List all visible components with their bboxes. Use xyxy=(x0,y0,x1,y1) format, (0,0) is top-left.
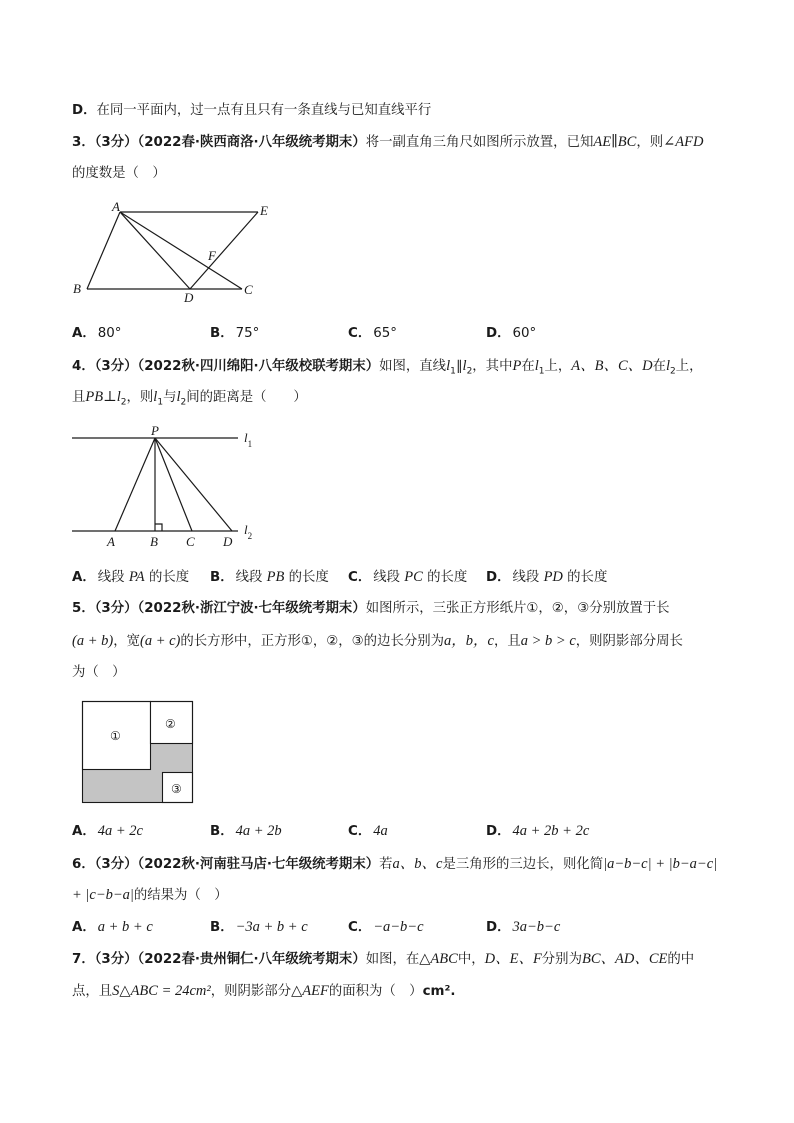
option-c[interactable] xyxy=(348,325,397,343)
subscript: 2 xyxy=(120,397,127,408)
subscript: 2 xyxy=(670,366,676,377)
label-square-1: ① xyxy=(110,729,121,743)
math-expr: a、b、c xyxy=(392,856,443,872)
label-l2 xyxy=(244,522,252,541)
option-label: C． xyxy=(348,920,372,935)
option-text: 75° xyxy=(235,326,260,341)
label-a: A xyxy=(112,199,120,214)
q5-figure xyxy=(82,701,194,804)
condition: AE∥BC xyxy=(593,134,637,150)
option-text: 80° xyxy=(97,326,122,341)
label-p: P xyxy=(151,423,159,438)
option-c[interactable] xyxy=(348,568,467,587)
option-label: B． xyxy=(210,570,234,585)
option-text: 的长度 xyxy=(148,570,190,585)
option-text: a + b + c xyxy=(97,919,153,935)
segment-ad xyxy=(120,212,190,289)
segment-pa xyxy=(115,438,155,531)
question-number: 5． xyxy=(72,601,95,616)
stem-text: 间的距离是（ ） xyxy=(186,390,307,405)
math-expr: a，b，c xyxy=(444,633,494,649)
label-b: B xyxy=(73,281,81,296)
label-c: C xyxy=(244,282,253,297)
line-l1: l xyxy=(153,389,158,405)
option-text: 4a + 2b + 2c xyxy=(512,823,590,839)
segment-pd xyxy=(155,438,232,531)
option-label: D． xyxy=(486,570,511,585)
label-c: C xyxy=(186,534,195,549)
segment-ab xyxy=(87,212,120,289)
q3-stem-line1 xyxy=(72,133,703,152)
question-number: 7． xyxy=(72,952,95,967)
question-source: （3分）（2022秋·四川绵阳·八年级校联考期末） xyxy=(94,359,380,374)
line-l2: l xyxy=(176,389,181,405)
option-text: 线段 xyxy=(373,570,400,585)
option-d[interactable] xyxy=(486,568,607,587)
option-label: C． xyxy=(348,326,372,341)
stem-text: 的结果为（ ） xyxy=(133,888,228,903)
parallel-sign: ∥ xyxy=(455,359,463,374)
option-label: D． xyxy=(486,326,511,341)
q4-stem-line1 xyxy=(72,357,703,381)
option-text: 4a xyxy=(373,823,388,839)
subscript: 1 xyxy=(157,397,164,408)
option-text: 的长度 xyxy=(288,570,329,585)
triangle-name: △AEF xyxy=(291,983,329,999)
line-l2: l xyxy=(116,389,121,405)
points: A、B、C、D xyxy=(571,358,653,374)
option-a[interactable] xyxy=(72,568,189,587)
stem-text: 为（ ） xyxy=(72,665,126,680)
option-b[interactable] xyxy=(210,822,282,841)
point-p: P xyxy=(512,358,522,374)
option-label: B． xyxy=(210,326,234,341)
question-number: 3． xyxy=(72,135,95,150)
segments: BC、AD、CE xyxy=(581,951,668,967)
triangle-name: △ABC xyxy=(419,951,458,967)
option-label: A． xyxy=(72,326,96,341)
stem-text: 在 xyxy=(521,359,535,374)
stem-text: 与 xyxy=(163,390,177,405)
question-number: 6． xyxy=(72,857,95,872)
subscript: 2 xyxy=(180,397,187,408)
stem-text: 的度数是（ ） xyxy=(72,166,166,181)
q4-figure xyxy=(60,420,280,550)
stem-text: 如图所示，三张正方形纸片①，②，③分别放置于长 xyxy=(365,601,670,616)
label-e: E xyxy=(260,203,268,218)
perp-expr: PB⊥ xyxy=(85,389,117,405)
option-text: 在同一平面内，过一点有且只有一条直线与已知直线平行 xyxy=(96,103,432,118)
option-text: 的长度 xyxy=(427,570,468,585)
option-text: 线段 xyxy=(97,570,125,585)
stem-text: ，其中 xyxy=(472,359,513,374)
subscript: 2 xyxy=(247,531,253,541)
segment-name: PA xyxy=(128,569,145,585)
option-a[interactable] xyxy=(72,822,143,841)
label-d: D xyxy=(184,290,194,305)
option-d[interactable] xyxy=(486,918,560,937)
option-c[interactable] xyxy=(348,918,424,937)
option-text: 4a + 2b xyxy=(235,823,282,839)
option-text: 3a−b−c xyxy=(512,919,561,935)
option-c[interactable] xyxy=(348,822,388,841)
option-b[interactable] xyxy=(210,568,329,587)
stem-text: 在 xyxy=(652,359,667,374)
question-number: 4． xyxy=(72,359,95,374)
label-square-3: ③ xyxy=(171,782,182,796)
segment-name: PD xyxy=(543,569,563,585)
subscript: 2 xyxy=(466,366,473,377)
stem-text: 的中 xyxy=(667,952,695,967)
stem-text: ，则阴影部分 xyxy=(210,984,292,999)
option-label: B． xyxy=(210,824,234,839)
q2-option-d xyxy=(72,102,431,120)
option-text: −3a + b + c xyxy=(235,919,308,935)
stem-text: 若 xyxy=(379,857,393,872)
q7-stem-line1 xyxy=(72,950,694,969)
line-l2: l xyxy=(666,358,671,374)
stem-text: 如图，在 xyxy=(365,952,420,967)
stem-text: ，且 xyxy=(493,634,521,649)
q7-stem-line2 xyxy=(72,982,455,1001)
stem-text: 将一副直角三角尺如图所示放置，已知 xyxy=(365,135,594,150)
segment-pc xyxy=(155,438,192,531)
label-f: F xyxy=(208,248,216,263)
stem-text: 点，且 xyxy=(72,984,113,999)
option-label: D． xyxy=(486,920,511,935)
stem-text: ，宽 xyxy=(113,634,140,649)
stem-text: 上， xyxy=(544,359,572,374)
option-label: A． xyxy=(72,570,96,585)
stem-text: 中， xyxy=(457,952,485,967)
subscript: 1 xyxy=(247,439,253,449)
stem-text: 是三角形的三边长，则化简 xyxy=(442,857,604,872)
angle-expr: ∠AFD xyxy=(663,134,704,150)
option-b[interactable] xyxy=(210,325,259,343)
math-expr: + |c−b−a| xyxy=(72,887,134,903)
option-d[interactable] xyxy=(486,325,536,343)
stem-text: ，则 xyxy=(636,135,664,150)
option-text: 线段 xyxy=(512,570,540,585)
stem-text: 的长方形中，正方形①，②，③的边长分别为 xyxy=(180,634,445,649)
label-a: A xyxy=(107,534,115,549)
line-l2: l xyxy=(462,358,467,374)
label-l1 xyxy=(244,430,252,449)
label-d: D xyxy=(223,534,233,549)
q6-stem-line2 xyxy=(72,886,228,905)
option-label: C． xyxy=(348,824,372,839)
q5-stem-line2 xyxy=(72,632,683,651)
option-text: 4a + 2c xyxy=(97,823,143,839)
stem-text: 的面积为（ ） xyxy=(328,984,423,999)
line-l1: l xyxy=(534,358,539,374)
math-expr: (a + b) xyxy=(72,633,114,649)
q3-figure xyxy=(60,195,300,310)
math-expr: |a−b−c| + |b−a−c| xyxy=(603,856,718,872)
math-expr: (a + c) xyxy=(139,633,181,649)
right-angle-mark xyxy=(155,524,162,531)
question-source: （3分）（2022春·陕西商洛·八年级统考期末） xyxy=(94,135,366,150)
option-label: B． xyxy=(210,920,234,935)
question-source: （3分）（2022秋·浙江宁波·七年级统考期末） xyxy=(94,601,366,616)
stem-text: 分别为 xyxy=(541,952,582,967)
area-expr: S△ABC = 24cm² xyxy=(112,983,211,999)
option-label: A． xyxy=(72,824,96,839)
option-a[interactable] xyxy=(72,325,122,343)
option-label: A． xyxy=(72,920,96,935)
option-d[interactable] xyxy=(486,822,589,841)
line-l1: l xyxy=(446,358,451,374)
stem-text: ，则 xyxy=(126,390,154,405)
q4-stem-line2 xyxy=(72,388,307,412)
option-label: C． xyxy=(348,570,372,585)
subscript: 1 xyxy=(450,366,456,377)
option-text: 线段 xyxy=(235,570,263,585)
q3-stem-line2 xyxy=(72,165,166,183)
q6-stem-line1 xyxy=(72,855,717,874)
stem-text: 上， xyxy=(675,359,703,374)
label-square-2: ② xyxy=(165,717,176,731)
stem-text: 且 xyxy=(72,390,86,405)
label-l: l xyxy=(244,430,248,445)
math-expr: a > b > c xyxy=(520,633,576,649)
stem-text: ，则阴影部分周长 xyxy=(575,634,683,649)
option-text: 60° xyxy=(512,326,537,341)
option-label: D． xyxy=(486,824,511,839)
option-label: D． xyxy=(72,103,97,118)
option-a[interactable] xyxy=(72,918,153,937)
label-b: B xyxy=(150,534,158,549)
points: D、E、F xyxy=(484,951,542,967)
option-text: −a−b−c xyxy=(373,919,424,935)
option-b[interactable] xyxy=(210,918,308,937)
q5-stem-line1 xyxy=(72,600,670,618)
option-text: 的长度 xyxy=(567,570,608,585)
option-text: 65° xyxy=(373,326,397,341)
subscript: 1 xyxy=(538,366,545,377)
segment-name: PC xyxy=(404,569,423,585)
unit: cm². xyxy=(422,984,456,999)
stem-text: 如图，直线 xyxy=(379,359,447,374)
question-source: （3分）（2022秋·河南驻马店·七年级统考期末） xyxy=(94,857,380,872)
segment-name: PB xyxy=(266,569,285,585)
question-source: （3分）（2022春·贵州铜仁·八年级统考期末） xyxy=(94,952,366,967)
q5-stem-line3 xyxy=(72,664,126,682)
label-l: l xyxy=(244,522,248,537)
